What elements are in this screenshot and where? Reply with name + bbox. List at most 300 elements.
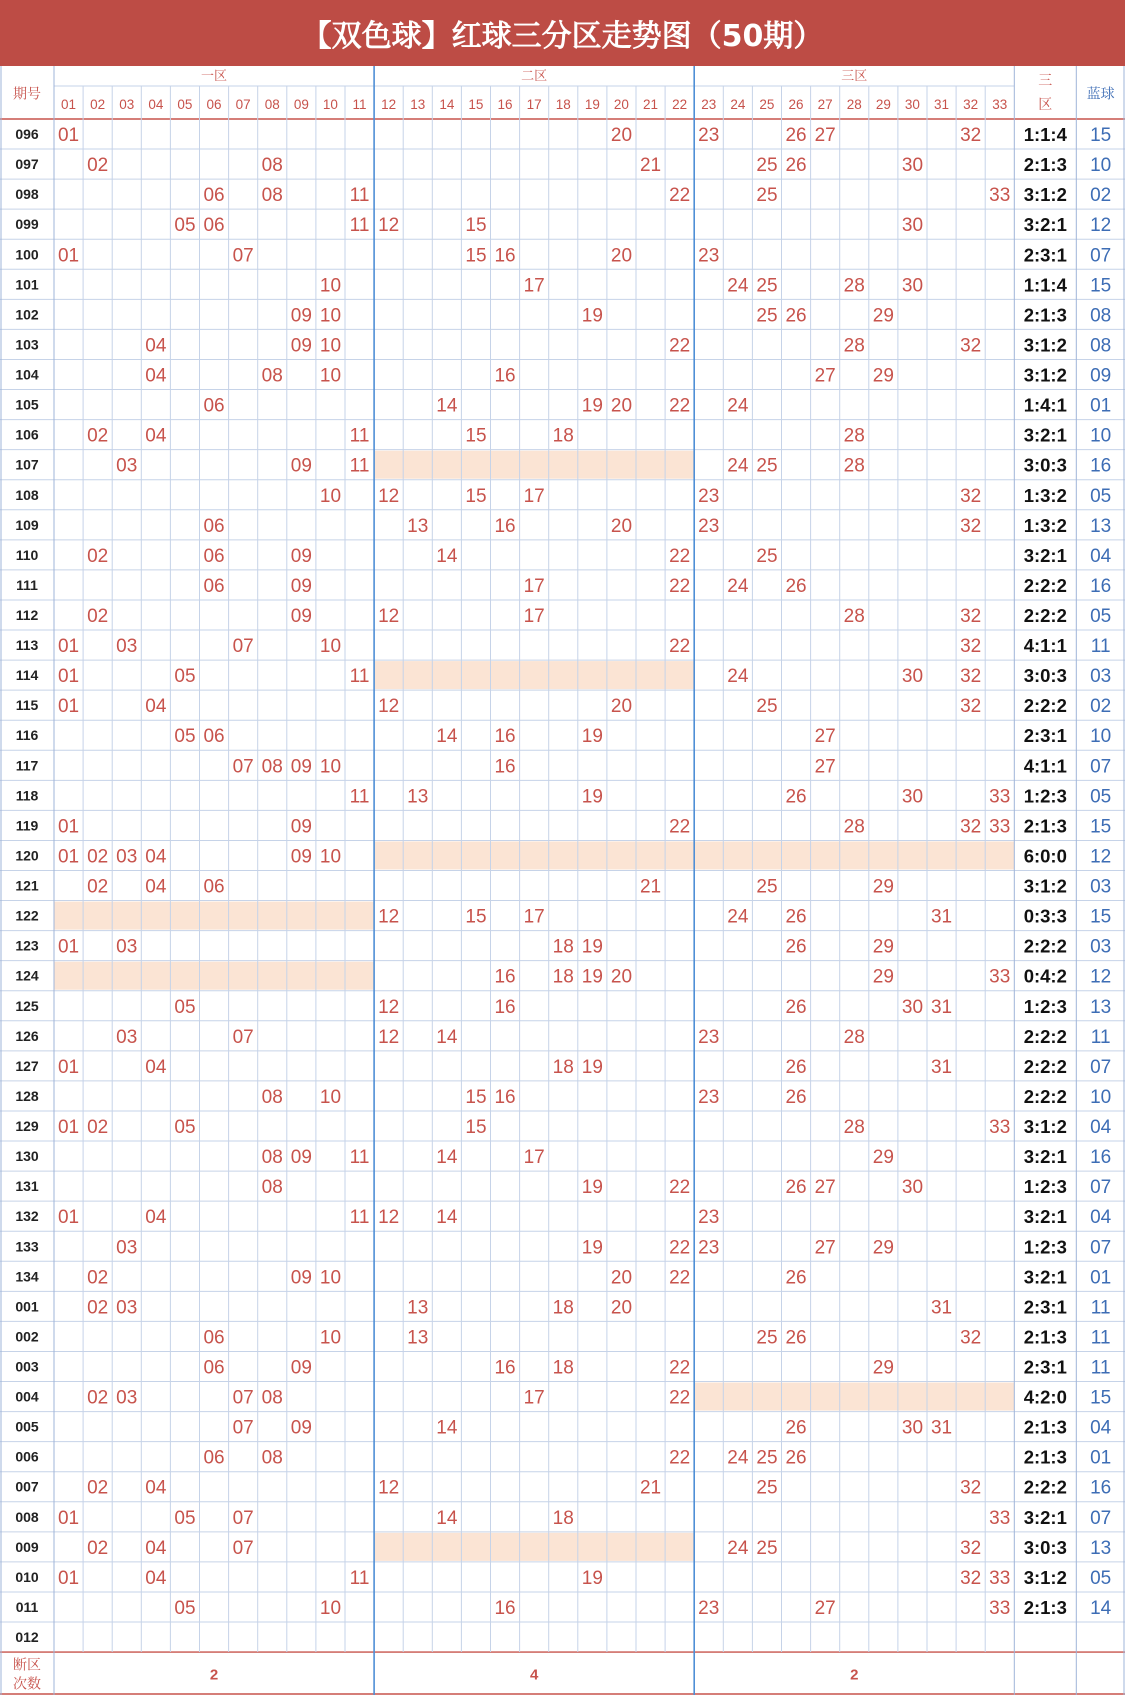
red-ball: 30 [901, 215, 924, 237]
zone-ratio: 1:2:3 [1023, 785, 1067, 807]
ratio-header: 区 [1038, 97, 1053, 113]
red-ball: 22 [669, 1357, 691, 1379]
red-ball: 02 [87, 1267, 109, 1289]
red-ball: 25 [756, 155, 778, 177]
red-ball: 25 [756, 185, 778, 207]
red-ball: 12 [378, 1207, 400, 1229]
red-ball: 01 [57, 1056, 80, 1078]
red-ball: 04 [145, 876, 167, 898]
red-ball: 11 [349, 185, 370, 207]
zone-ratio: 6:0:0 [1023, 845, 1067, 867]
red-ball: 33 [989, 185, 1011, 207]
period-number: 133 [15, 1238, 39, 1255]
blue-ball: 13 [1090, 1537, 1112, 1559]
red-ball: 09 [290, 1147, 312, 1169]
red-ball: 05 [174, 1117, 196, 1139]
red-ball: 28 [843, 425, 865, 447]
red-ball: 10 [319, 1327, 342, 1349]
blue-ball: 03 [1090, 876, 1112, 898]
red-ball: 17 [523, 1387, 545, 1409]
red-ball: 16 [494, 1086, 516, 1108]
zone-ratio: 1:3:2 [1023, 484, 1067, 506]
red-ball: 23 [698, 515, 720, 537]
red-ball: 10 [319, 365, 342, 387]
zone-header: 一区 [201, 69, 228, 84]
zone-ratio: 3:0:3 [1023, 1536, 1067, 1558]
blue-ball: 02 [1090, 185, 1112, 207]
red-ball: 32 [960, 1327, 982, 1349]
column-number: 22 [672, 97, 688, 112]
zone-ratio: 3:2:1 [1023, 1506, 1067, 1528]
red-ball: 08 [261, 1447, 283, 1469]
red-ball: 29 [872, 936, 894, 958]
red-ball: 07 [232, 1507, 254, 1529]
red-ball: 27 [814, 365, 836, 387]
red-ball: 31 [930, 906, 953, 928]
red-ball: 26 [785, 996, 807, 1018]
red-ball: 25 [756, 696, 778, 718]
red-ball: 23 [698, 1237, 720, 1259]
column-number: 13 [410, 97, 426, 112]
period-number: 118 [15, 787, 39, 804]
column-number: 15 [468, 97, 484, 112]
period-number: 110 [15, 546, 39, 563]
zone-ratio: 0:3:3 [1023, 905, 1067, 927]
period-number: 132 [15, 1208, 39, 1225]
red-ball: 28 [843, 335, 865, 357]
blue-ball: 07 [1090, 756, 1112, 778]
period-number: 116 [15, 727, 39, 744]
blue-ball: 05 [1090, 1567, 1112, 1589]
column-number: 07 [235, 97, 251, 112]
red-ball: 11 [349, 1567, 370, 1589]
red-ball: 09 [290, 816, 312, 838]
empty-zone-highlight [694, 841, 1014, 869]
red-ball: 02 [87, 545, 109, 567]
red-ball: 05 [174, 1597, 196, 1619]
period-number: 121 [15, 877, 39, 894]
red-ball: 33 [989, 966, 1011, 988]
red-ball: 22 [669, 1387, 691, 1409]
red-ball: 01 [57, 1207, 80, 1229]
red-ball: 18 [552, 425, 574, 447]
red-ball: 04 [145, 1477, 167, 1499]
red-ball: 03 [116, 846, 138, 868]
period-number: 124 [15, 967, 39, 984]
blue-ball: 07 [1090, 1056, 1112, 1078]
red-ball: 03 [116, 636, 138, 658]
period-number: 125 [15, 997, 39, 1014]
ratio-header: 三 [1038, 73, 1053, 89]
column-number: 25 [759, 97, 775, 112]
red-ball: 06 [203, 185, 225, 207]
red-ball: 12 [378, 996, 400, 1018]
zone-ratio: 2:2:2 [1023, 574, 1067, 596]
red-ball: 06 [203, 515, 225, 537]
red-ball: 22 [669, 395, 691, 417]
red-ball: 11 [349, 666, 370, 688]
red-ball: 03 [116, 1297, 138, 1319]
blue-ball: 16 [1090, 575, 1112, 597]
red-ball: 12 [378, 1026, 400, 1048]
period-number: 104 [15, 366, 39, 383]
zone-ratio: 1:1:4 [1023, 274, 1067, 296]
red-ball: 33 [989, 786, 1011, 808]
red-ball: 31 [930, 996, 953, 1018]
red-ball: 12 [378, 485, 400, 507]
zone-ratio: 3:2:1 [1023, 1146, 1067, 1168]
red-ball: 08 [261, 1387, 283, 1409]
red-ball: 19 [581, 726, 603, 748]
red-ball: 32 [960, 1567, 982, 1589]
period-number: 120 [15, 847, 39, 864]
period-number: 003 [15, 1358, 39, 1375]
red-ball: 25 [756, 1477, 778, 1499]
red-ball: 08 [261, 365, 283, 387]
red-ball: 24 [727, 666, 749, 688]
red-ball: 24 [727, 575, 749, 597]
red-ball: 20 [610, 966, 633, 988]
red-ball: 16 [494, 996, 516, 1018]
column-number: 17 [526, 97, 542, 112]
red-ball: 04 [145, 696, 167, 718]
blue-ball: 14 [1090, 1597, 1112, 1619]
blue-ball: 01 [1090, 395, 1112, 417]
red-ball: 02 [87, 876, 109, 898]
period-number: 117 [15, 757, 39, 774]
red-ball: 19 [581, 936, 603, 958]
red-ball: 11 [349, 1207, 370, 1229]
red-ball: 26 [785, 1417, 807, 1439]
period-number: 108 [15, 486, 39, 503]
zone-ratio: 2:1:3 [1023, 1416, 1067, 1438]
red-ball: 27 [814, 726, 836, 748]
red-ball: 20 [610, 1297, 633, 1319]
blue-ball: 10 [1090, 726, 1112, 748]
empty-zone-highlight [374, 661, 694, 689]
red-ball: 13 [407, 1297, 429, 1319]
red-ball: 01 [57, 636, 80, 658]
red-ball: 19 [581, 395, 603, 417]
blue-ball: 11 [1090, 1026, 1111, 1048]
column-number: 24 [730, 97, 746, 112]
red-ball: 01 [57, 125, 80, 147]
red-ball: 32 [960, 1477, 982, 1499]
red-ball: 17 [523, 1147, 545, 1169]
red-ball: 04 [145, 846, 167, 868]
red-ball: 07 [232, 245, 254, 267]
footer-label: 断区 [13, 1657, 41, 1674]
blue-ball: 04 [1090, 1117, 1112, 1139]
red-ball: 16 [494, 365, 516, 387]
red-ball: 11 [349, 215, 370, 237]
red-ball: 03 [116, 1387, 138, 1409]
column-number: 23 [701, 97, 717, 112]
red-ball: 06 [203, 545, 225, 567]
period-number: 100 [15, 246, 39, 263]
blue-ball: 08 [1090, 305, 1112, 327]
red-ball: 03 [116, 1026, 138, 1048]
red-ball: 18 [552, 936, 574, 958]
zone-ratio: 2:1:3 [1023, 304, 1067, 326]
zone-ratio: 2:3:1 [1023, 1356, 1067, 1378]
red-ball: 01 [57, 846, 80, 868]
red-ball: 26 [785, 305, 807, 327]
blue-ball: 03 [1090, 666, 1112, 688]
red-ball: 08 [261, 1177, 283, 1199]
red-ball: 16 [494, 1597, 516, 1619]
red-ball: 03 [116, 936, 138, 958]
red-ball: 19 [581, 966, 603, 988]
red-ball: 23 [698, 1207, 720, 1229]
column-number: 33 [992, 97, 1008, 112]
period-number: 111 [16, 576, 38, 593]
period-number: 098 [15, 186, 39, 203]
red-ball: 15 [465, 485, 487, 507]
period-number: 011 [15, 1598, 39, 1615]
blue-ball: 16 [1090, 1147, 1112, 1169]
blue-ball: 11 [1090, 636, 1111, 658]
red-ball: 30 [901, 155, 924, 177]
red-ball: 17 [523, 275, 545, 297]
red-ball: 32 [960, 515, 982, 537]
red-ball: 06 [203, 1357, 225, 1379]
blue-ball: 07 [1090, 245, 1112, 267]
red-ball: 11 [349, 786, 370, 808]
blue-ball: 13 [1090, 515, 1112, 537]
red-ball: 26 [785, 1086, 807, 1108]
red-ball: 16 [494, 756, 516, 778]
red-ball: 26 [785, 125, 807, 147]
red-ball: 01 [57, 1507, 80, 1529]
zone-ratio: 2:2:2 [1023, 1025, 1067, 1047]
red-ball: 20 [610, 696, 633, 718]
red-ball: 15 [465, 906, 487, 928]
period-number: 109 [15, 516, 39, 533]
red-ball: 03 [116, 455, 138, 477]
zone-ratio: 2:3:1 [1023, 244, 1067, 266]
column-number: 03 [119, 97, 135, 112]
red-ball: 23 [698, 1597, 720, 1619]
red-ball: 05 [174, 215, 196, 237]
red-ball: 32 [960, 335, 982, 357]
red-ball: 09 [290, 305, 312, 327]
red-ball: 24 [727, 906, 749, 928]
red-ball: 17 [523, 906, 545, 928]
blue-ball: 04 [1090, 1207, 1112, 1229]
period-number: 107 [15, 456, 39, 473]
zone-ratio: 2:2:2 [1023, 935, 1067, 957]
red-ball: 26 [785, 1056, 807, 1078]
red-ball: 19 [581, 1177, 603, 1199]
red-ball: 32 [960, 1537, 982, 1559]
red-ball: 32 [960, 125, 982, 147]
blue-ball: 04 [1090, 1417, 1112, 1439]
red-ball: 18 [552, 1507, 574, 1529]
trend-chart-grid [0, 66, 1125, 1695]
red-ball: 26 [785, 1267, 807, 1289]
red-ball: 14 [436, 1207, 458, 1229]
blue-ball: 16 [1090, 455, 1112, 477]
red-ball: 25 [756, 1327, 778, 1349]
red-ball: 05 [174, 726, 196, 748]
blue-ball: 10 [1090, 425, 1112, 447]
zone-ratio: 2:2:2 [1023, 604, 1067, 626]
period-number: 119 [15, 817, 39, 834]
zone-ratio: 1:2:3 [1023, 1236, 1067, 1258]
red-ball: 17 [523, 605, 545, 627]
red-ball: 09 [290, 1357, 312, 1379]
period-number: 001 [15, 1298, 39, 1315]
red-ball: 11 [349, 455, 370, 477]
zone-header: 三区 [841, 69, 868, 84]
red-ball: 04 [145, 425, 167, 447]
period-number: 009 [15, 1538, 39, 1555]
zone-ratio: 2:1:3 [1023, 154, 1067, 176]
red-ball: 14 [436, 1026, 458, 1048]
column-number: 29 [875, 97, 891, 112]
zone-header: 二区 [521, 69, 548, 84]
column-number: 26 [788, 97, 804, 112]
red-ball: 22 [669, 335, 691, 357]
blue-ball: 09 [1090, 365, 1112, 387]
zone-ratio: 0:4:2 [1023, 965, 1067, 987]
column-number: 01 [61, 97, 77, 112]
red-ball: 04 [145, 1567, 167, 1589]
red-ball: 33 [989, 1507, 1011, 1529]
empty-zone-highlight [374, 1533, 694, 1561]
zone-ratio: 4:1:1 [1023, 755, 1067, 777]
red-ball: 33 [989, 816, 1011, 838]
red-ball: 26 [785, 786, 807, 808]
red-ball: 02 [87, 1117, 109, 1139]
period-number: 105 [15, 396, 39, 413]
red-ball: 32 [960, 605, 982, 627]
blue-ball: 10 [1090, 1086, 1112, 1108]
red-ball: 23 [698, 125, 720, 147]
period-number: 131 [15, 1178, 39, 1195]
period-number: 122 [15, 907, 39, 924]
red-ball: 10 [319, 305, 342, 327]
red-ball: 22 [669, 1447, 691, 1469]
red-ball: 23 [698, 245, 720, 267]
column-number: 11 [352, 97, 367, 112]
red-ball: 09 [290, 1417, 312, 1439]
footer-label: 次数 [13, 1676, 41, 1693]
red-ball: 20 [610, 515, 633, 537]
zone-ratio: 3:1:2 [1023, 1566, 1067, 1588]
zone-break-count: 2 [850, 1666, 859, 1684]
blue-ball: 04 [1090, 545, 1112, 567]
red-ball: 02 [87, 846, 109, 868]
blue-ball: 05 [1090, 605, 1112, 627]
red-ball: 13 [407, 786, 429, 808]
red-ball: 12 [378, 1477, 400, 1499]
red-ball: 21 [639, 876, 662, 898]
red-ball: 08 [261, 1147, 283, 1169]
red-ball: 24 [727, 1537, 749, 1559]
zone-ratio: 2:3:1 [1023, 1296, 1067, 1318]
period-number: 010 [15, 1568, 39, 1585]
zone-ratio: 2:1:3 [1023, 1446, 1067, 1468]
zone-ratio: 2:2:2 [1023, 1055, 1067, 1077]
period-number: 127 [15, 1057, 39, 1074]
red-ball: 05 [174, 996, 196, 1018]
red-ball: 31 [930, 1417, 953, 1439]
red-ball: 26 [785, 1177, 807, 1199]
red-ball: 18 [552, 1357, 574, 1379]
red-ball: 06 [203, 726, 225, 748]
red-ball: 24 [727, 275, 749, 297]
red-ball: 15 [465, 1117, 487, 1139]
blue-ball: 11 [1090, 1357, 1111, 1379]
column-number: 09 [293, 97, 309, 112]
period-number: 006 [15, 1448, 39, 1465]
red-ball: 22 [669, 545, 691, 567]
period-number: 102 [15, 306, 39, 323]
red-ball: 17 [523, 485, 545, 507]
red-ball: 02 [87, 1477, 109, 1499]
red-ball: 10 [319, 1086, 342, 1108]
red-ball: 20 [610, 245, 633, 267]
zone-ratio: 4:2:0 [1023, 1386, 1067, 1408]
red-ball: 04 [145, 1207, 167, 1229]
period-number: 097 [15, 156, 39, 173]
red-ball: 32 [960, 696, 982, 718]
red-ball: 32 [960, 666, 982, 688]
column-number: 12 [381, 97, 397, 112]
footer-bg [0, 1652, 1125, 1695]
red-ball: 28 [843, 455, 865, 477]
red-ball: 14 [436, 545, 458, 567]
zone-ratio: 1:3:2 [1023, 514, 1067, 536]
blue-ball: 15 [1090, 906, 1112, 928]
blue-ball: 08 [1090, 335, 1112, 357]
red-ball: 32 [960, 485, 982, 507]
red-ball: 02 [87, 425, 109, 447]
blue-ball: 15 [1090, 816, 1112, 838]
red-ball: 01 [57, 666, 80, 688]
blue-ball: 11 [1090, 1327, 1111, 1349]
red-ball: 29 [872, 1147, 894, 1169]
red-ball: 01 [57, 936, 80, 958]
red-ball: 30 [901, 1417, 924, 1439]
red-ball: 26 [785, 1447, 807, 1469]
red-ball: 14 [436, 395, 458, 417]
red-ball: 25 [756, 305, 778, 327]
red-ball: 22 [669, 1177, 691, 1199]
blue-ball: 15 [1090, 125, 1112, 147]
empty-zone-highlight [374, 841, 694, 869]
red-ball: 20 [610, 395, 633, 417]
zone-ratio: 3:1:2 [1023, 334, 1067, 356]
blue-ball: 05 [1090, 485, 1112, 507]
red-ball: 25 [756, 1447, 778, 1469]
zone-ratio: 1:2:3 [1023, 1176, 1067, 1198]
red-ball: 10 [319, 335, 342, 357]
red-ball: 25 [756, 275, 778, 297]
red-ball: 25 [756, 455, 778, 477]
red-ball: 04 [145, 1537, 167, 1559]
blue-ball: 15 [1090, 275, 1112, 297]
column-number: 10 [322, 97, 338, 112]
red-ball: 23 [698, 1086, 720, 1108]
red-ball: 07 [232, 1417, 254, 1439]
red-ball: 06 [203, 1447, 225, 1469]
red-ball: 14 [436, 1507, 458, 1529]
red-ball: 11 [349, 425, 370, 447]
period-number: 096 [15, 126, 39, 143]
